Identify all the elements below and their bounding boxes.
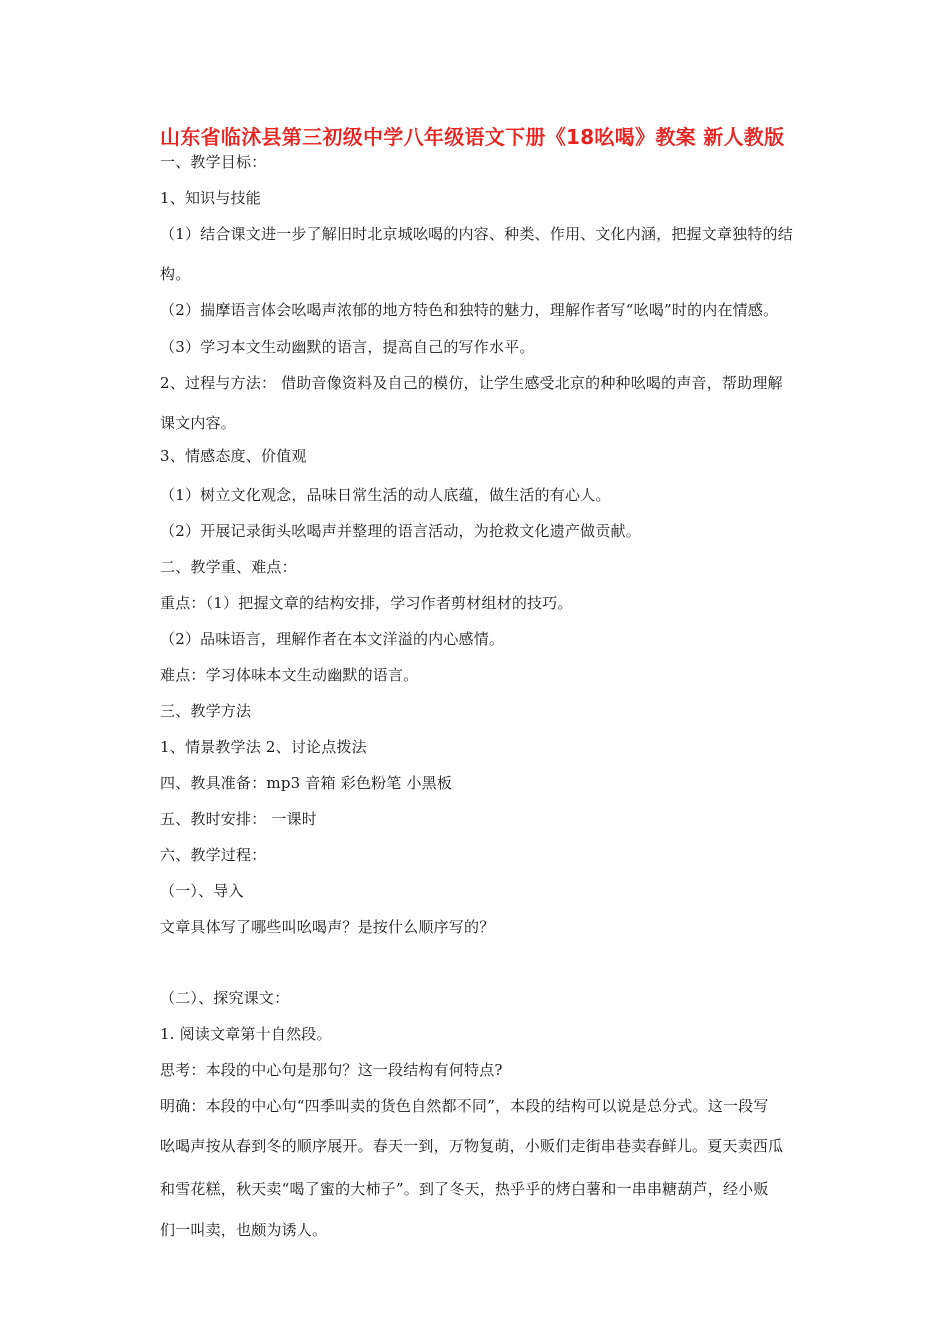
text-line: 三、教学方法 [160, 702, 252, 720]
text-line: 1. 阅读文章第十自然段。 [160, 1025, 332, 1043]
text-line: 思考：本段的中心句是那句？这一段结构有何特点? [160, 1061, 503, 1079]
text-line: 重点：（1）把握文章的结构安排，学习作者剪材组材的技巧。 [160, 594, 573, 612]
text-line: 四、教具准备：mp3 音箱 彩色粉笔 小黑板 [160, 774, 453, 792]
text-line: 难点：学习体味本文生动幽默的语言。 [160, 666, 419, 684]
text-line: （1）树立文化观念，品味日常生活的动人底蕴，做生活的有心人。 [160, 486, 611, 504]
text-line: 1、情景教学法 2、讨论点拨法 [160, 738, 367, 756]
text-line: （3）学习本文生动幽默的语言，提高自己的写作水平。 [160, 338, 535, 356]
text-line: （2）开展记录街头吆喝声并整理的语言活动，为抢救文化遗产做贡献。 [160, 522, 641, 540]
text-line: 一、教学目标： [160, 153, 267, 171]
text-line: 3、情感态度、价值观 [160, 447, 307, 465]
text-line: 六、教学过程： [160, 846, 267, 864]
text-line: 课文内容。 [160, 414, 237, 432]
text-line: 构。 [160, 265, 191, 283]
text-line: （一）、导入 [160, 882, 244, 900]
text-line: 二、教学重、难点： [160, 558, 297, 576]
text-line: 1、知识与技能 [160, 189, 261, 207]
text-line: （2）揣摩语言体会吆喝声浓郁的地方特色和独特的魅力，理解作者写“吆喝”时的内在情感。 [160, 301, 779, 319]
text-line: 吆喝声按从春到冬的顺序展开。春天一到，万物复萌，小贩们走街串巷卖春鲜儿。夏天卖西瓜 [160, 1137, 784, 1155]
text-line: 明确：本段的中心句“四季叫卖的货色自然都不同”，本段的结构可以说是总分式。这一段写 [160, 1097, 769, 1115]
text-line: （二）、探究课文： [160, 989, 290, 1007]
text-line: 们一叫卖，也颇为诱人。 [160, 1221, 328, 1239]
text-line: 文章具体写了哪些叫吆喝声？是按什么顺序写的？ [160, 918, 495, 936]
text-line: 2、过程与方法： 借助音像资料及自己的模仿，让学生感受北京的种种吆喝的声音，帮助理解 [160, 374, 783, 392]
text-line: （2）品味语言，理解作者在本文洋溢的内心感情。 [160, 630, 505, 648]
text-line: 和雪花糕，秋天卖“喝了蜜的大柿子”。到了冬天，热乎乎的烤白薯和一串串糖葫芦，经小贩 [160, 1180, 769, 1198]
text-line: （1）结合课文进一步了解旧时北京城吆喝的内容、种类、作用、文化内涵，把握文章独特的结 [160, 225, 793, 243]
text-line: 五、教时安排： 一课时 [160, 810, 317, 828]
page-title: 山东省临沭县第三初级中学八年级语文下册《18吆喝》教案 新人教版 [160, 125, 785, 149]
